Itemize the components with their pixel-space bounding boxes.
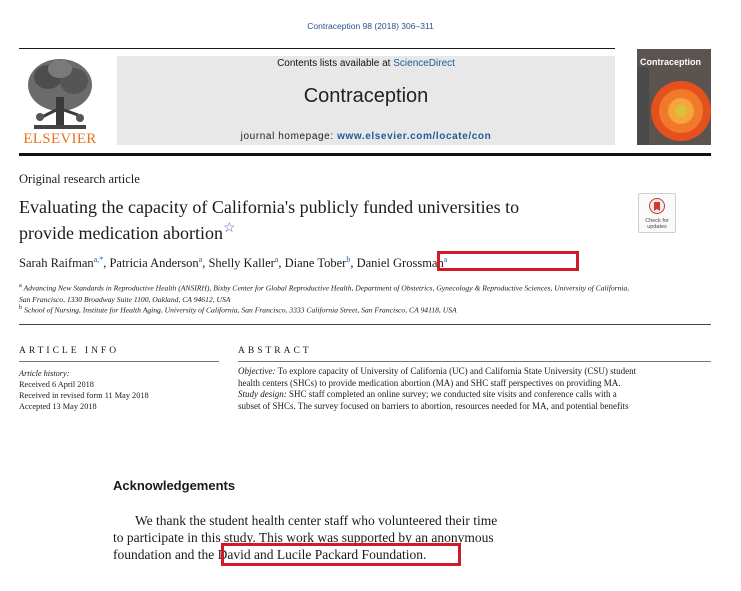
affiliation-b-text: School of Nursing, Institute for Health Aging, University of California, San Francisco, 3333 California Street, San Francisco, CA 94118, USA (24, 305, 457, 315)
homepage-prefix: journal homepage: (240, 131, 338, 142)
abstract-heading: ABSTRACT (238, 346, 312, 356)
history-label: Article history: (19, 369, 70, 378)
affiliation-mark: a (19, 282, 22, 289)
accepted-date: Accepted 13 May 2018 (19, 402, 97, 411)
title-line-2: provide medication abortion (19, 223, 223, 243)
acknowledgements-heading: Acknowledgements (113, 478, 236, 493)
abstract-line-4: subset of SHCs. The survey focused on barriers to abortion, resources needed for MA, and potential benefits (238, 400, 629, 411)
title-line-1: Evaluating the capacity of California's publicly funded universities to (19, 197, 520, 217)
sciencedirect-link[interactable]: ScienceDirect (393, 58, 455, 69)
article-history (19, 368, 149, 412)
author-name[interactable]: Daniel Grossman (356, 256, 444, 271)
author-affiliation-mark[interactable]: a,* (93, 255, 104, 264)
affiliation-a-line-1: Advancing New Standards in Reproductive Health (ANSIRH), Bixby Center for Global Reproductive Health, Department of Obstetrics, Gynecology & Reproductive Sciences, University of California, (23, 283, 630, 293)
badge-line-1: Check for (645, 218, 669, 224)
journal-cover-image[interactable] (637, 49, 711, 145)
title-footnote-star-icon[interactable]: ☆ (222, 221, 236, 236)
cover-flower-icon (637, 67, 711, 145)
article-info-heading: ARTICLE INFO (19, 346, 120, 356)
affiliation-mark: b (19, 304, 23, 311)
affiliation-a (19, 280, 719, 305)
author-affiliation-mark[interactable]: a (443, 255, 448, 264)
abstract-line-2: health centers (SHCs) to provide medication abortion (MA) and SHC staff perspectives on providing MA. (238, 377, 621, 388)
study-design-text: SHC staff completed an online survey; we conducted site visits and conference calls with a (286, 389, 617, 400)
article-info-rule (19, 361, 219, 362)
publisher-name: ELSEVIER (23, 131, 97, 147)
affiliation-a-line-2: San Francisco, 1330 Broadway Suite 1100, Oakland, CA 94612, USA (19, 294, 231, 304)
ack-line-1: We thank the student health center staff who volunteered their time (135, 513, 498, 528)
affiliation-b (19, 302, 719, 316)
contents-availability (117, 58, 615, 69)
author-affiliation-mark[interactable]: a (274, 255, 279, 264)
highlight-box-foundation (221, 543, 461, 566)
check-updates-icon (649, 198, 665, 214)
ack-line-3-prefix: foundation and the (113, 547, 218, 562)
journal-reference[interactable]: Contraception 98 (2018) 306–311 (307, 21, 434, 31)
revised-date: Received in revised form 11 May 2018 (19, 391, 149, 400)
author-name[interactable]: Sarah Raifman (19, 256, 94, 271)
check-for-updates-badge[interactable] (638, 193, 676, 233)
author-name[interactable]: Diane Tober (284, 256, 347, 271)
received-date: Received 6 April 2018 (19, 380, 94, 389)
objective-label: Objective: (238, 366, 276, 376)
ack-foundation-name: David and Lucile Packard Foundation. (217, 547, 427, 562)
author-affiliation-mark[interactable]: a (198, 255, 203, 264)
contents-prefix: Contents lists available at (277, 58, 394, 69)
ack-line-2: to participate in this study. This work was supported by an anonymous (113, 530, 494, 545)
author-list: Sarah Raifman$^{a,*}$, Patricia Anderson$^a$, Shelly Kaller$^a$, Diane Tober$^b$, Daniel Grossman$^a$ (19, 255, 448, 271)
badge-line-2: updates (647, 224, 667, 230)
header-top-rule (19, 48, 615, 49)
author-name[interactable]: Patricia Anderson (109, 256, 199, 271)
abstract-rule (238, 361, 711, 362)
article-title (19, 196, 609, 244)
section-divider (19, 324, 711, 325)
article-type: Original research article (19, 172, 140, 186)
journal-homepage (117, 131, 615, 142)
cover-title: Contraception (640, 57, 702, 67)
journal-title: Contraception (303, 85, 429, 107)
highlight-box-author (437, 251, 579, 271)
abstract-text (238, 366, 718, 412)
author-name[interactable]: Shelly Kaller (208, 256, 275, 271)
objective-text: To explore capacity of University of California (UC) and California State University (CSU) student (275, 366, 637, 376)
author-affiliation-mark[interactable]: b (346, 255, 351, 264)
study-design-label: Study design: (238, 389, 287, 400)
homepage-link[interactable]: www.elsevier.com/locate/con (337, 131, 492, 142)
header-bottom-rule (19, 153, 711, 156)
